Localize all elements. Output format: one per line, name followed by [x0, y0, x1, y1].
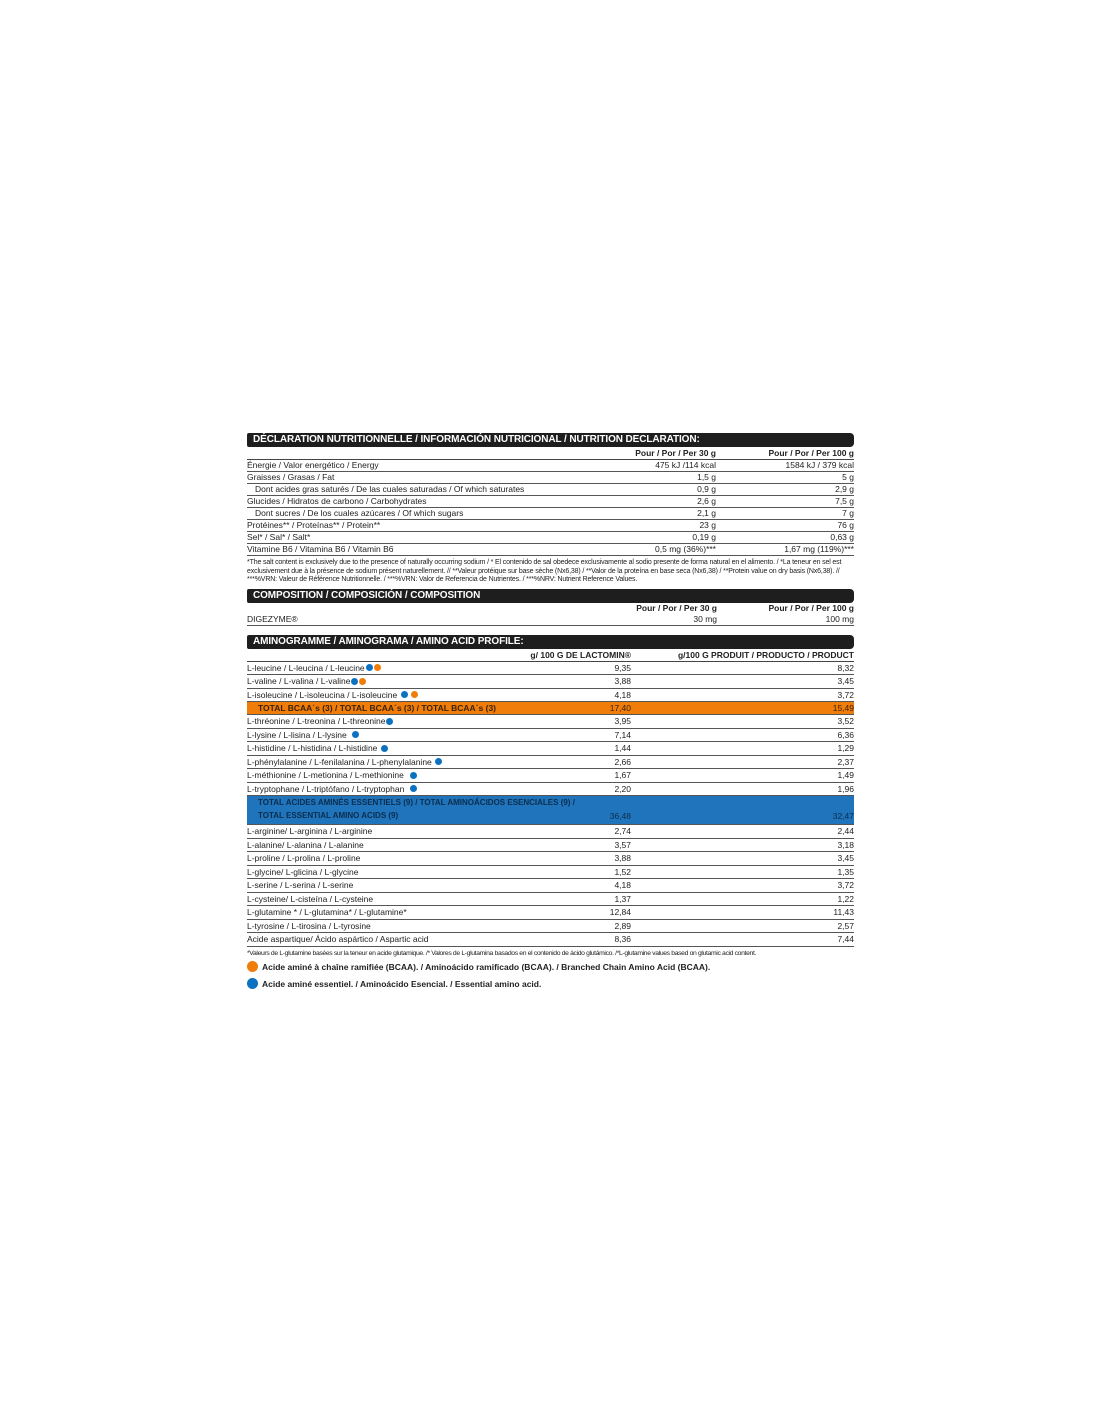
bcaa-dot-icon — [374, 664, 381, 671]
amino-row: L-arginine/ L-arginina / L-arginine 2,74 2,44 — [247, 825, 854, 839]
nutrition-row: Dont sucres / De los cuales azúcares / Of which sugars 2,1 g 7 g — [247, 508, 854, 520]
nutrition-row: Glucides / Hidratos de carbono / Carbohydrates 2,6 g 7,5 g — [247, 496, 854, 506]
amino-row: L-glutamine * / L-glutamina* / L-glutamine* 12,84 11,43 — [247, 906, 854, 920]
nutrition-row: Dont acides gras saturés / De las cuales saturadas / Of which saturates 0,9 g 2,9 g — [247, 484, 854, 496]
nutrition-row: Sel* / Sal* / Salt* 0,19 g 0,63 g — [247, 532, 854, 542]
essential-legend-icon — [247, 978, 258, 989]
bcaa-total-row: TOTAL BCAA´s (3) / TOTAL BCAA´s (3) / TOTAL BCAA´s (3) 17,40 15,49 — [247, 702, 854, 715]
amino-column-headers: g/ 100 G DE LACTOMIN® g/100 G PRODUIT / PRODUCTO / PRODUCT — [247, 649, 854, 662]
per-100g-header: Pour / Por / Per 100 g — [768, 448, 854, 458]
amino-row-essential: L-histidine / L-histidina / L-histidine 1,44 1,29 — [247, 742, 854, 756]
legend-essential: Acide aminé essentiel. / Aminoácido Esencial. / Essential amino acid. — [247, 977, 854, 991]
bcaa-dot-icon — [411, 691, 418, 698]
amino-row: L-serine / L-serina / L-serine 4,18 3,72 — [247, 879, 854, 893]
composition-header: COMPOSITION / COMPOSICIÓN / COMPOSITION — [247, 589, 854, 603]
essential-dot-icon — [410, 772, 417, 779]
glutamine-footnote: *Valeurs de L-glutamine basées sur la teneur en acide glutamique. /* Valores de L-glutamina basados en el contenido de ácido glutámico. /*L-glutamine values based on glutamic acid content. — [247, 949, 757, 957]
essential-dot-icon — [366, 664, 373, 671]
amino-row-essential: L-phénylalanine / L-fenilalanina / L-phenylalanine 2,66 2,37 — [247, 756, 854, 770]
nutrition-note: *The salt content is exclusively due to the presence of naturally occurring sodium / * El contenido de sal obedece exclusivamente al sodio presente de forma natural en el alimento. / *La teneur en sel est exclusivement due à la présence de sodium présent naturellement. // **Valeur protéique sur base sèche (Nx6,38) / **Valor de la proteína en base seca (Nx6,38) / **Protein value on dry basis (Nx6,38). // ***%VRN: Valeur de Référence Nutritionnelle. / ***%VRN: Valor de Referencia de Nutrientes. / ***%NRV: Nutrient Reference Values. — [247, 559, 842, 583]
essential-dot-icon — [410, 785, 417, 792]
amino-row: L-alanine/ L-alanina / L-alanine 3,57 3,18 — [247, 839, 854, 853]
bcaa-dot-icon — [359, 678, 366, 685]
legend-bcaa: Acide aminé à chaîne ramifiée (BCAA). / Aminoácido ramificado (BCAA). / Branched Chain Amino Acid (BCAA). — [247, 960, 854, 974]
amino-header: AMINOGRAMME / AMINOGRAMA / AMINO ACID PROFILE: — [247, 635, 854, 649]
amino-row-essential: L-thréonine / L-treonina / L-threonine 3,95 3,52 — [247, 715, 854, 729]
essential-dot-icon — [386, 718, 393, 725]
per-30g-header: Pour / Por / Per 30 g — [635, 448, 716, 458]
amino-row: Acide aspartique/ Ácido aspártico / Aspartic acid 8,36 7,44 — [247, 933, 854, 947]
essential-dot-icon — [352, 731, 359, 738]
nutrition-header: DÉCLARATION NUTRITIONNELLE / INFORMACIÓN NUTRICIONAL / NUTRITION DECLARATION: — [247, 433, 854, 447]
nutrition-column-headers — [247, 447, 854, 460]
amino-row-essential: L-méthionine / L-metionina / L-methionine 1,67 1,49 — [247, 769, 854, 783]
amino-row-bcaa: L-leucine / L-leucina / L-leucine 9,35 8,32 — [247, 662, 854, 676]
nutrition-row: Énergie / Valor energético / Energy 475 kJ /114 kcal 1584 kJ / 379 kcal — [247, 460, 854, 470]
amino-row: L-proline / L-prolina / L-proline 3,88 3,45 — [247, 852, 854, 866]
nutrition-row: Vitamine B6 / Vitamina B6 / Vitamin B6 0,5 mg (36%)*** 1,67 mg (119%)*** — [247, 544, 854, 554]
nutrition-row: Protéines** / Proteínas** / Protein** 23 g 76 g — [247, 520, 854, 530]
composition-column-headers: Pour / Por / Per 30 g Pour / Por / Per 100 g — [636, 602, 854, 613]
amino-row: L-cysteine/ L-cisteína / L-cysteine 1,37 1,22 — [247, 893, 854, 907]
amino-row-bcaa: L-valine / L-valina / L-valine 3,88 3,45 — [247, 675, 854, 689]
amino-row-essential: L-tryptophane / L-triptófano / L-tryptophan 2,20 1,96 — [247, 783, 854, 797]
amino-row: L-glycine/ L-glicina / L-glycine 1,52 1,35 — [247, 866, 854, 880]
essential-dot-icon — [351, 678, 358, 685]
bcaa-legend-icon — [247, 961, 258, 972]
essential-dot-icon — [401, 691, 408, 698]
amino-row: L-tyrosine / L-tirosina / L-tyrosine 2,89 2,57 — [247, 920, 854, 934]
essential-total-row: TOTAL ACIDES AMINÉS ESSENTIELS (9) / TOTAL AMINOÁCIDOS ESENCIALES (9) / TOTAL ESSENTIAL AMINO ACIDS (9) 36,48 32,47 — [247, 796, 854, 825]
nutrition-label — [247, 433, 854, 991]
amino-row-essential: L-lysine / L-lisina / L-lysine 7,14 6,36 — [247, 729, 854, 743]
amino-row-bcaa: L-isoleucine / L-isoleucina / L-isoleucine 4,18 3,72 — [247, 689, 854, 703]
composition-row: DIGEZYME® 30 mg 100 mg — [247, 613, 854, 624]
essential-dot-icon — [435, 758, 442, 765]
essential-dot-icon — [381, 745, 388, 752]
nutrition-row: Graisses / Grasas / Fat 1,5 g 5 g — [247, 472, 854, 482]
